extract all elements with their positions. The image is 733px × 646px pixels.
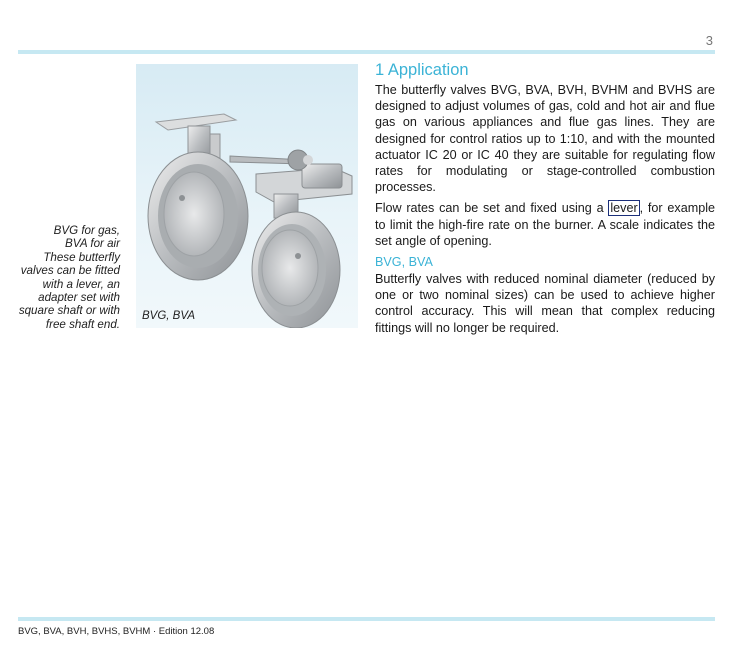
section-title: 1 Application: [375, 61, 469, 79]
side-caption-line-3: These butterfly valves can be fitted with a lever, an adapter set with square shaft or with free shaft end.: [18, 250, 120, 331]
side-caption-line-2: BVA for air: [65, 237, 120, 251]
side-caption-line-1: BVG for gas,: [53, 224, 120, 237]
paragraph-intro: The butterfly valves BVG, BVA, BVH, BVHM and BVHS are designed to adjust volumes of gas, cold and hot air and flue gas on various appliances and flue gas lines. They are designed for control ratios up to 1:10, and with the mounted actuator IC 20 or IC 40 they are suitable for regulating flow rates for modulating or stage-controlled combustion processes.: [375, 83, 715, 195]
application-section: [375, 60, 715, 341]
page-number: 3: [705, 33, 713, 48]
footer-rule: [18, 617, 715, 621]
lever-link[interactable]: lever: [610, 201, 638, 216]
butterfly-valves-image: [136, 64, 358, 328]
paragraph-reduced-diameter: Butterfly valves with reduced nominal diameter (reduced by one or two nominal sizes) can be used to achieve higher control accuracy. This will mean that complex reducing fittings will no longer be required.: [375, 272, 715, 335]
figure-caption: BVG, BVA: [142, 310, 196, 322]
header-rule: [18, 50, 715, 54]
paragraph-lever-start: Flow rates can be set and fixed using a: [375, 201, 609, 216]
product-figure: [136, 64, 358, 328]
footer-text: BVG, BVA, BVH, BVHS, BVHM · Edition 12.08: [18, 626, 215, 637]
subsection-title: BVG, BVA: [375, 255, 433, 270]
side-caption: [18, 224, 120, 331]
paragraph-lever: [375, 200, 715, 249]
paragraph-lever-end: , for example to limit the high-fire rate on the burner. A scale indicates the set angle of opening.: [375, 201, 715, 248]
